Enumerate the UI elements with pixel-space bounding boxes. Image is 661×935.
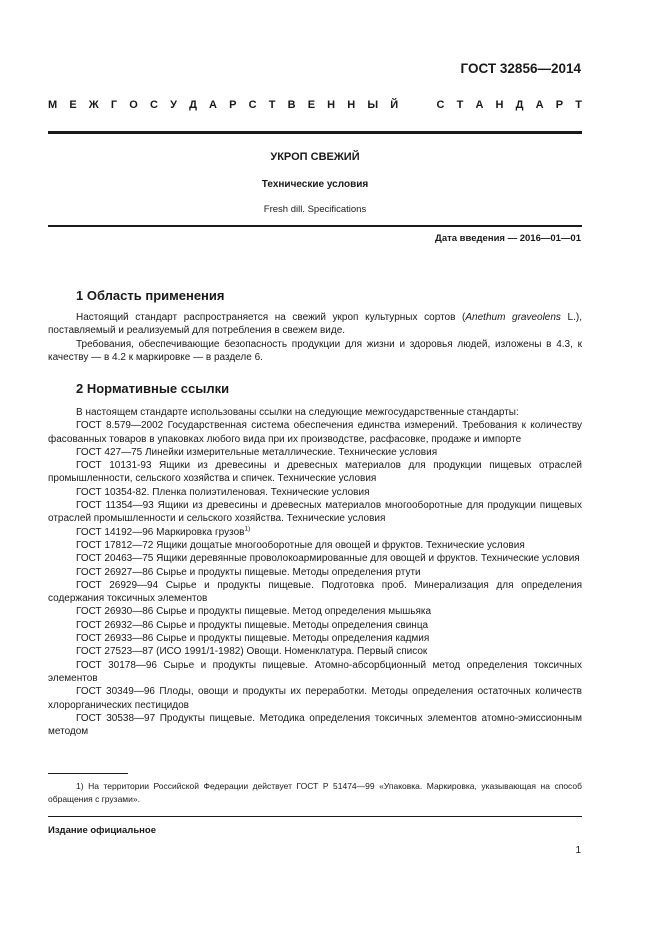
section-1-paragraph: Настоящий стандарт распространяется на свежий укроп культурных сортов (Anethum graveolens L.), поставляемый и реализуемый для потребления в свежем виде. — [48, 312, 582, 337]
reference-item: ГОСТ 26927—86 Сырье и продукты пищевые. Методы определения ртути — [76, 566, 421, 578]
banner-letter: С — [248, 99, 257, 111]
banner-letter: Т — [456, 99, 464, 111]
section-2-body — [48, 406, 582, 738]
reference-item: ГОСТ 8.579—2002 Государственная система обеспечения единства измерений. Требования к количеству фасованных товаров в упаковках любого вида при их производстве, расфасовке, продаже и импорте — [48, 420, 582, 445]
footnote-divider — [48, 773, 128, 774]
reference-item: ГОСТ 30538—97 Продукты пищевые. Методика определения токсичных элементов атомно-эмиссионным методом — [48, 712, 582, 738]
banner-letter: А — [535, 99, 544, 111]
banner-letter: Н — [495, 99, 504, 111]
reference-item: ГОСТ 26932—86 Сырье и продукты пищевые. Методы определения свинца — [76, 619, 429, 631]
latin-name: Anethum graveolens — [465, 312, 561, 323]
reference-item: ГОСТ 14192—96 Маркировка грузов$^{1)}$ — [76, 525, 251, 538]
reference-item: ГОСТ 27523—87 (ИСО 1991/1-1982) Овощи. Номенклатура. Первый список — [76, 646, 428, 658]
banner-letter: А — [475, 99, 484, 111]
reference-item: ГОСТ 427—75 Линейки измерительные металлические. Технические условия — [76, 446, 438, 458]
banner-letter: Е — [69, 99, 77, 111]
section-2-heading: 2 Нормативные ссылки — [76, 381, 230, 396]
banner-letter: Н — [347, 99, 356, 111]
page-number: 1 — [575, 845, 581, 856]
reference-item: ГОСТ 10131-93 Ящики из древесины и древесных материалов для продукции пищевых отраслей промышленности, сельского хозяйства и спичек. Технические условия — [48, 460, 582, 485]
section-1-heading: 1 Область применения — [76, 288, 225, 303]
banner-letter: У — [170, 99, 177, 111]
banner-letter: С — [436, 99, 445, 111]
banner-letter: Р — [555, 99, 564, 111]
banner-letter: Ы — [367, 99, 379, 111]
title-divider — [48, 225, 582, 227]
footer-divider — [48, 816, 582, 817]
banner-letter: В — [287, 99, 296, 111]
official-edition-label: Издание официальное — [48, 825, 156, 836]
banner-letter: Т — [575, 99, 582, 111]
reference-item: ГОСТ 10354-82. Пленка полиэтиленовая. Технические условия — [76, 486, 370, 498]
section-1-body — [48, 311, 582, 364]
banner-letter: Н — [327, 99, 336, 111]
banner-letter: О — [129, 99, 138, 111]
document-subtitle: Технические условия — [261, 179, 369, 190]
introduction-date: Дата введения — 2016—01—01 — [435, 233, 581, 244]
banner-letter: Т — [268, 99, 276, 111]
banner-letter: Й — [390, 99, 399, 111]
banner-letter: Д — [189, 99, 197, 111]
banner-letter: Е — [307, 99, 316, 111]
reference-item: ГОСТ 26929—94 Сырье и продукты пищевые. Подготовка проб. Минерализация для определения содержания токсичных элементов — [48, 579, 582, 605]
standard-banner — [48, 99, 582, 111]
header-divider — [48, 131, 582, 134]
banner-letter: А — [209, 99, 217, 111]
banner-letter: Ж — [88, 99, 99, 111]
footnote-marker[interactable]: 1) — [244, 525, 251, 533]
section-1-paragraph: Требования, обеспечивающие безопасность продукции для жизни и здоровья людей, изложены в 4.3, к качеству — в 4.2 к маркировке — в разделе 6. — [48, 338, 582, 363]
section-2-intro: В настоящем стандарте использованы ссылки на следующие межгосударственные стандарты: — [76, 407, 519, 418]
banner-letter: Р — [229, 99, 237, 111]
banner-letter: М — [48, 99, 58, 111]
reference-item: ГОСТ 26930—86 Сырье и продукты пищевые. Метод определения мышьяка — [76, 606, 432, 618]
english-title: Fresh dill. Specifications — [263, 204, 367, 215]
reference-item: ГОСТ 30178—96 Сырье и продукты пищевые. Атомно-абсорбционный метод определения токсичных элементов — [48, 659, 582, 684]
banner-letter: Д — [515, 99, 524, 111]
reference-item: ГОСТ 20463—75 Ящики деревянные проволокоармированные для овощей и фруктов. Технические условия — [76, 553, 580, 565]
banner-letter: Г — [110, 99, 118, 111]
banner-letter: С — [149, 99, 158, 111]
footnote-text: 1) На территории Российской Федерации действует ГОСТ Р 51474—99 «Упаковка. Маркировка, указывающая на способ обращения с грузами». — [48, 781, 582, 804]
footnote — [48, 780, 582, 806]
reference-item: ГОСТ 26933—86 Сырье и продукты пищевые. Методы определения кадмия — [76, 633, 430, 645]
reference-item: ГОСТ 11354—93 Ящики из древесины и древесных материалов многооборотные для продукции пищевых отраслей промышленности и сельского хозяйства. Технические условия — [48, 500, 582, 525]
banner-gap — [410, 99, 424, 111]
document-id: ГОСТ 32856—2014 — [460, 61, 581, 76]
reference-item: ГОСТ 30349—96 Плоды, овощи и продукты их переработки. Методы определения остаточных количеств хлорорганических пестицидов — [48, 686, 582, 711]
reference-item: ГОСТ 17812—72 Ящики дощатые многооборотные для овощей и фруктов. Технические условия — [76, 539, 525, 551]
document-title: УКРОП СВЕЖИЙ — [270, 151, 360, 163]
